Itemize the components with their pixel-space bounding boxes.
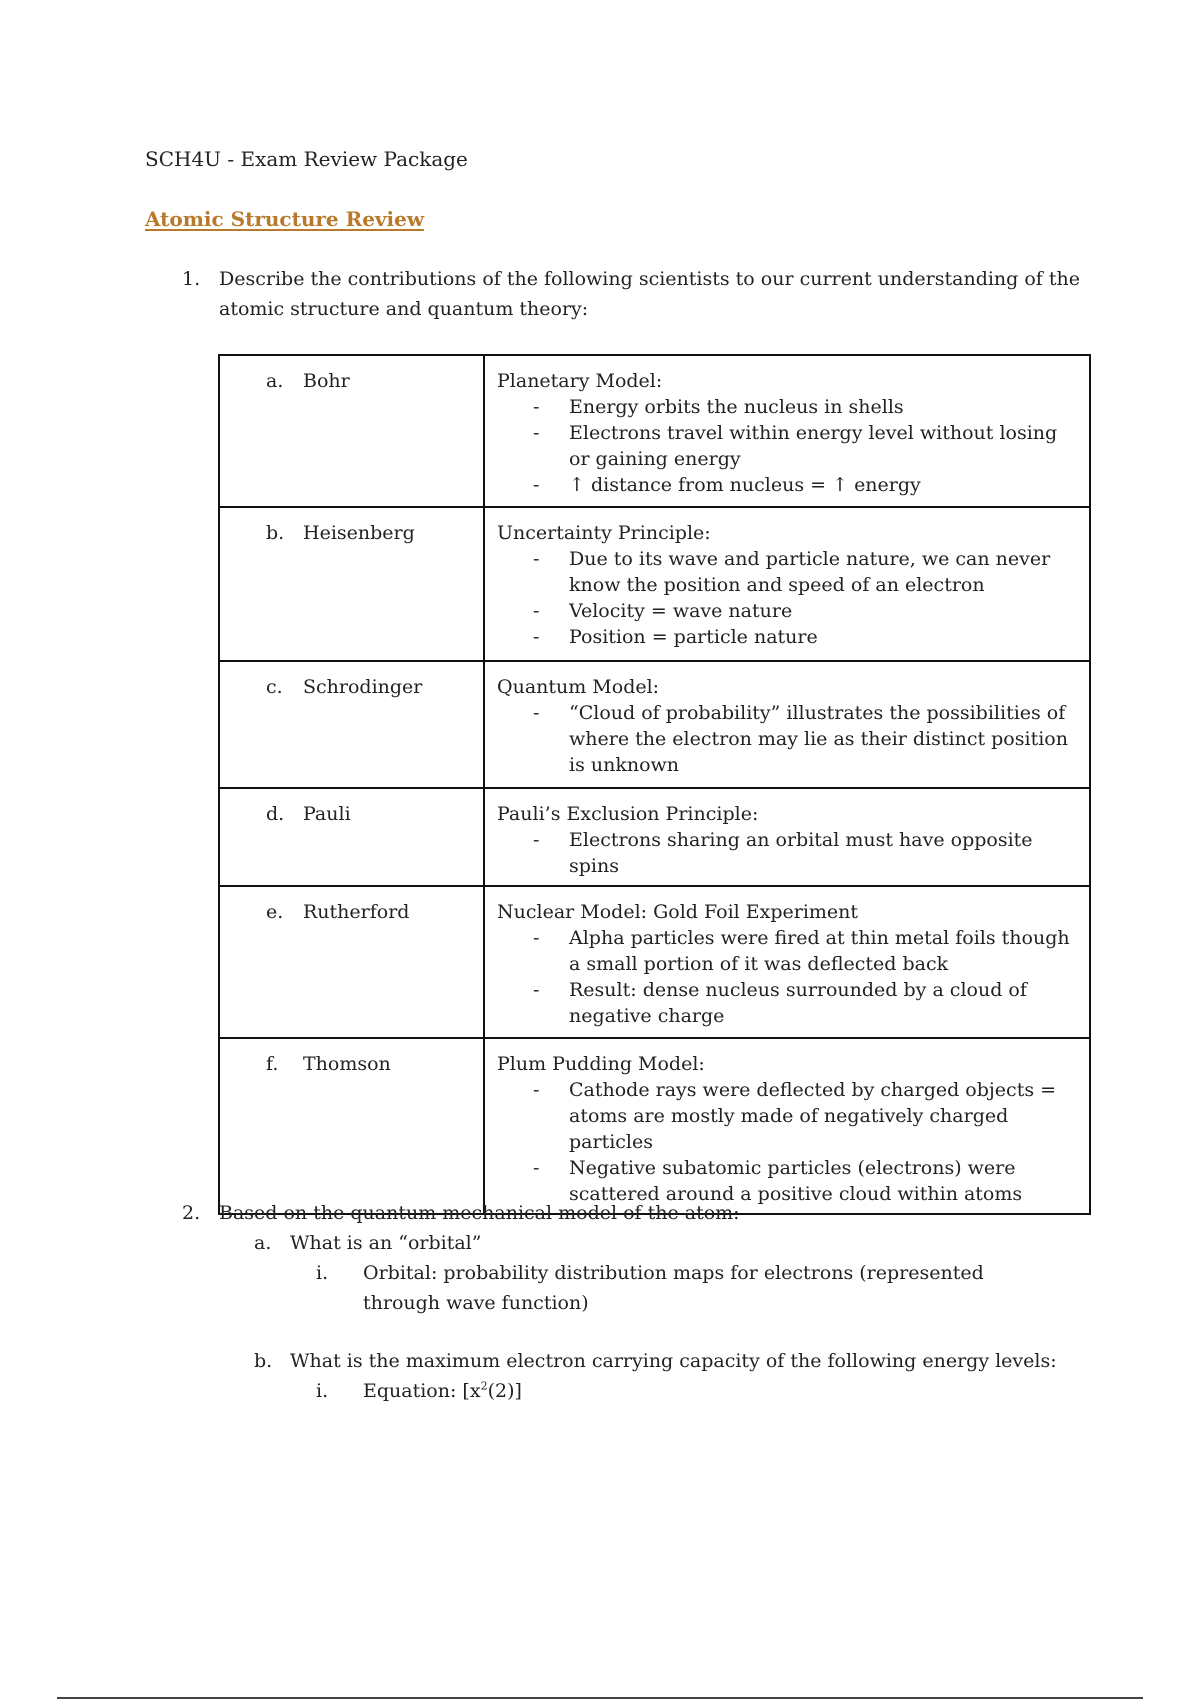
scientist-name: Pauli: [303, 803, 351, 825]
model-title: Planetary Model:: [497, 370, 663, 392]
footer-divider: [57, 1697, 1143, 1699]
scientist-contribution-cell: [484, 788, 1090, 886]
table-row: [219, 1038, 1090, 1214]
document-title: SCH4U - Exam Review Package: [145, 147, 468, 171]
question-2a: [254, 1228, 1074, 1258]
scientist-contribution-cell: [484, 355, 1090, 507]
scientist-name-cell: [219, 886, 484, 1038]
scientist-name-cell: [219, 355, 484, 507]
list-item: - Electrons travel within energy level without losing or gaining energy: [569, 420, 1077, 472]
bullet-list: [497, 546, 1077, 650]
list-item: - Alpha particles were fired at thin metal foils though a small portion of it was deflected back: [569, 925, 1077, 977]
scientist-letter: d.: [266, 803, 285, 825]
scientist-name: Rutherford: [303, 901, 410, 923]
table-row: [219, 355, 1090, 507]
question-2b-letter: b.: [254, 1350, 273, 1372]
scientist-letter: e.: [266, 901, 284, 923]
question-2b: [254, 1346, 1094, 1376]
list-item: - Position = particle nature: [569, 624, 1077, 650]
scientist-contribution-cell: [484, 661, 1090, 788]
scientist-contribution-cell: [484, 886, 1090, 1038]
question-2-number: 2.: [182, 1202, 201, 1224]
question-1: [182, 264, 1082, 324]
table-row: [219, 886, 1090, 1038]
list-item: - Negative subatomic particles (electrons) were scattered around a positive cloud within atoms: [569, 1155, 1077, 1207]
model-title: Quantum Model:: [497, 676, 660, 698]
equation-suffix: (2)]: [487, 1380, 522, 1402]
model-title: Plum Pudding Model:: [497, 1053, 705, 1075]
scientist-letter: f.: [266, 1053, 279, 1075]
equation-exponent: 2: [480, 1379, 488, 1393]
question-2a-answer-text: Orbital: probability distribution maps for electrons (represented through wave function): [363, 1262, 984, 1314]
question-2a-answer: [316, 1258, 1061, 1318]
question-2a-letter: a.: [254, 1232, 272, 1254]
question-2b-text: What is the maximum electron carrying capacity of the following energy levels:: [290, 1350, 1057, 1372]
scientist-name: Heisenberg: [303, 522, 415, 544]
scientist-name-cell: [219, 507, 484, 661]
question-2: [182, 1198, 1082, 1228]
model-title: Uncertainty Principle:: [497, 522, 711, 544]
scientists-table: [218, 354, 1091, 1215]
scientist-name: Thomson: [303, 1053, 391, 1075]
scientist-letter: c.: [266, 676, 283, 698]
scientist-name-cell: [219, 788, 484, 886]
bullet-list: [497, 394, 1077, 498]
list-item: - Energy orbits the nucleus in shells: [569, 394, 1077, 420]
equation-prefix: Equation: [x: [363, 1380, 481, 1402]
list-item: - Cathode rays were deflected by charged objects = atoms are mostly made of negatively charged particles: [569, 1077, 1077, 1155]
scientist-contribution-cell: [484, 1038, 1090, 1214]
question-1-text: Describe the contributions of the following scientists to our current understanding of the atomic structure and quantum theory:: [219, 268, 1080, 320]
scientist-letter: a.: [266, 370, 284, 392]
equation: [363, 1376, 1061, 1406]
model-title: Pauli’s Exclusion Principle:: [497, 803, 759, 825]
scientist-letter: b.: [266, 522, 285, 544]
table-row: [219, 788, 1090, 886]
list-item: - Velocity = wave nature: [569, 598, 1077, 624]
bullet-list: [497, 925, 1077, 1029]
list-item: - Result: dense nucleus surrounded by a cloud of negative charge: [569, 977, 1077, 1029]
section-heading: Atomic Structure Review: [145, 207, 425, 231]
question-2-text: Based on the quantum mechanical model of the atom:: [219, 1202, 740, 1224]
bullet-list: [497, 1077, 1077, 1207]
scientist-name: Schrodinger: [303, 676, 423, 698]
question-1-number: 1.: [182, 268, 201, 290]
scientist-contribution-cell: [484, 507, 1090, 661]
list-item: - Due to its wave and particle nature, we can never know the position and speed of an electron: [569, 546, 1077, 598]
scientist-name-cell: [219, 1038, 484, 1214]
bullet-list: [497, 700, 1077, 778]
list-item: - ↑ distance from nucleus = ↑ energy: [569, 472, 1077, 498]
scientist-name-cell: [219, 661, 484, 788]
scientist-name: Bohr: [303, 370, 350, 392]
question-2a-answer-marker: i.: [316, 1262, 329, 1284]
list-item: - Electrons sharing an orbital must have opposite spins: [569, 827, 1077, 879]
question-2a-text: What is an “orbital”: [290, 1232, 482, 1254]
question-2b-answer: [316, 1376, 1061, 1406]
bullet-list: [497, 827, 1077, 879]
table-row: [219, 661, 1090, 788]
model-title: Nuclear Model: Gold Foil Experiment: [497, 901, 859, 923]
table-row: [219, 507, 1090, 661]
question-2b-answer-marker: i.: [316, 1380, 329, 1402]
list-item: - “Cloud of probability” illustrates the possibilities of where the electron may lie as their distinct position is unknown: [569, 700, 1077, 778]
